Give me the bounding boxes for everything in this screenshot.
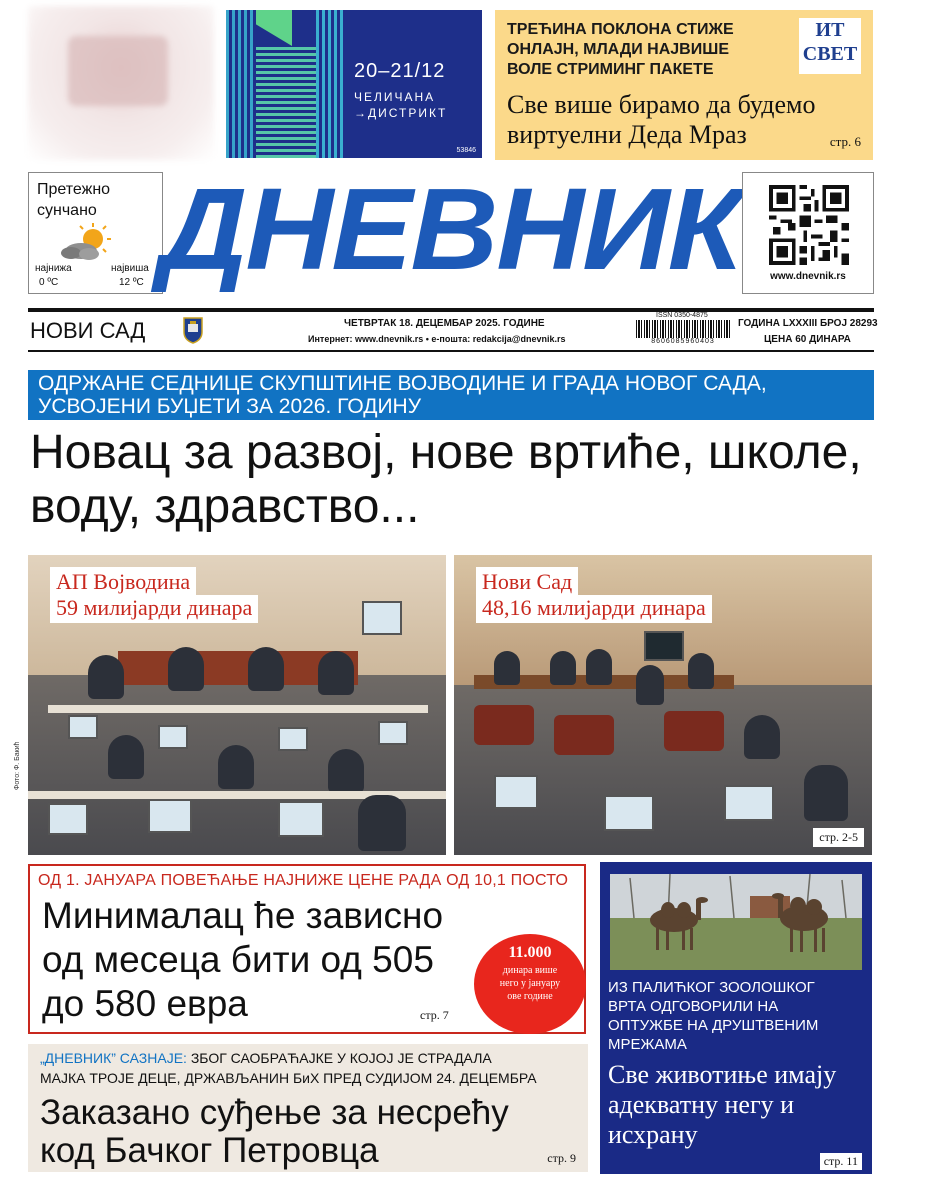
issue-price: ЦЕНА 60 ДИНАРА xyxy=(764,334,851,345)
trial-kicker-line2: МАЈКА ТРОЈЕ ДЕЦЕ, ДРЖАВЉАНИН БиХ ПРЕД СУДИЈОМ 24. ДЕЦЕМБРА xyxy=(40,1070,537,1086)
qr-code-icon xyxy=(769,185,849,265)
weather-box xyxy=(28,172,163,294)
weather-condition: Претежно сунчано xyxy=(37,181,111,219)
it-section-badge xyxy=(799,18,861,74)
qr-url[interactable]: www.dnevnik.rs xyxy=(770,271,846,282)
event-logo-stripes-right xyxy=(316,10,346,158)
lead-page-ref: стр. 2-5 xyxy=(813,828,864,847)
trial-kicker-text: ЗБОГ САОБРАЋАЈКЕ У КОЈОЈ ЈЕ СТРАДАЛА xyxy=(190,1050,492,1066)
trial-page-ref: стр. 9 xyxy=(547,1151,576,1165)
info-bar-rule-top xyxy=(28,308,874,312)
it-teaser[interactable] xyxy=(495,10,873,160)
wage-badge-number: 11.000 xyxy=(508,944,552,961)
qr-box[interactable] xyxy=(742,172,874,294)
zoo-page-ref: стр. 11 xyxy=(820,1153,862,1170)
trial-kicker-line1 xyxy=(40,1050,492,1066)
wage-kicker: ОД 1. ЈАНУАРА ПОВЕЋАЊЕ НАЈНИЖЕ ЦЕНЕ РАДА ОД 10,1 ПОСТО xyxy=(38,872,569,889)
issue-date: ЧЕТВРТАК 18. ДЕЦЕМБАР 2025. ГОДИНЕ xyxy=(344,318,545,329)
photo-vojvodina-assembly[interactable] xyxy=(28,555,446,855)
zoo-kicker: ИЗ ПАЛИЋКОГ ЗООЛОШКОГ ВРТА ОДГОВОРИЛИ НА ОПТУЖБЕ НА ДРУШТВЕНИМ МРЕЖАМА xyxy=(608,979,819,1053)
photo-right-caption-line2: 48,16 милијарди динара xyxy=(476,595,712,623)
photo-credit: Фото: Ф. Бакић xyxy=(14,741,21,790)
event-venue-line1: ЧЕЛИЧАНА xyxy=(354,90,436,104)
it-teaser-kicker: ТРЕЋИНА ПОКЛОНА СТИЖЕ ОНЛАЈН, МЛАДИ НАЈВИШЕ ВОЛЕ СТРИМИНГ ПАКЕТЕ xyxy=(507,21,734,78)
photo-right-caption-line1: Нови Сад xyxy=(476,567,578,595)
issn: ISSN 0350-4875 xyxy=(656,312,708,319)
zoo-story[interactable] xyxy=(600,862,872,1174)
it-teaser-headline[interactable]: Све више бирамо да будемо виртуелни Деда Мраз xyxy=(507,90,816,149)
weather-max-label: највиша xyxy=(111,263,149,274)
lead-headline[interactable]: Новац за развој, нове вртиће, школе, воду, здравство... xyxy=(30,426,862,533)
event-ad[interactable] xyxy=(226,10,482,158)
wage-headline[interactable]: Минималац ће зависно од месеца бити од 505 до 580 евра xyxy=(42,895,444,1024)
issue-volume: ГОДИНА LXXXIII БРОЈ 28293 xyxy=(738,318,878,329)
photo-novi-sad-assembly[interactable] xyxy=(454,555,872,855)
trial-story[interactable] xyxy=(28,1044,588,1172)
barcode-number: 8606085960403 xyxy=(651,338,715,345)
event-venue-line2: →ДИСТРИКТ xyxy=(354,106,448,120)
wage-increase-badge xyxy=(474,934,586,1034)
masthead-title[interactable]: ДНЕВНИК xyxy=(159,164,741,294)
blurred-ad xyxy=(28,6,214,160)
event-logo-accent xyxy=(256,10,292,46)
event-logo-stripes xyxy=(226,10,256,158)
trial-exclusive-tag: „ДНЕВНИК” САЗНАЈЕ: xyxy=(40,1050,187,1066)
wage-badge-text: динара више него у јануару ове године xyxy=(499,965,561,1002)
camels-photo xyxy=(610,874,862,970)
coat-of-arms-icon xyxy=(182,316,204,344)
partly-sunny-icon xyxy=(57,223,117,263)
wage-page-ref: стр. 7 xyxy=(420,1008,449,1022)
barcode-icon xyxy=(636,320,730,338)
weather-min-temp: 0 ºC xyxy=(39,277,59,288)
photo-left-caption-line2: 59 милијарди динара xyxy=(50,595,258,623)
it-badge-line1: ИТ xyxy=(815,19,845,41)
weather-min-label: најнижа xyxy=(35,263,72,274)
barcode xyxy=(636,312,730,346)
event-logo-mid xyxy=(256,46,316,158)
info-bar-rule-bottom xyxy=(28,350,874,352)
zoo-headline[interactable]: Све животиње имају адекватну негу и исхрану xyxy=(608,1060,837,1149)
it-badge-line2: СВЕТ xyxy=(802,43,858,65)
trial-headline[interactable]: Заказано суђење за несрећу код Бачког Петровца xyxy=(40,1093,509,1170)
wage-story[interactable] xyxy=(28,864,586,1034)
contact-line[interactable]: Интернет: www.dnevnik.rs • е-пошта: redakcija@dnevnik.rs xyxy=(308,334,566,344)
edition-city: НОВИ САД xyxy=(30,318,146,343)
event-date: 20–21/12 xyxy=(354,60,446,82)
event-ad-code: 53846 xyxy=(456,147,476,154)
weather-max-temp: 12 ºC xyxy=(119,277,144,288)
photo-left-caption-line1: АП Војводина xyxy=(50,567,196,595)
it-teaser-page: стр. 6 xyxy=(829,134,861,149)
lead-kicker: ОДРЖАНЕ СЕДНИЦЕ СКУПШТИНЕ ВОЈВОДИНЕ И ГРАДА НОВОГ САДА, УСВОЈЕНИ БУЏЕТИ ЗА 2026. ГОДИНУ xyxy=(28,370,874,420)
